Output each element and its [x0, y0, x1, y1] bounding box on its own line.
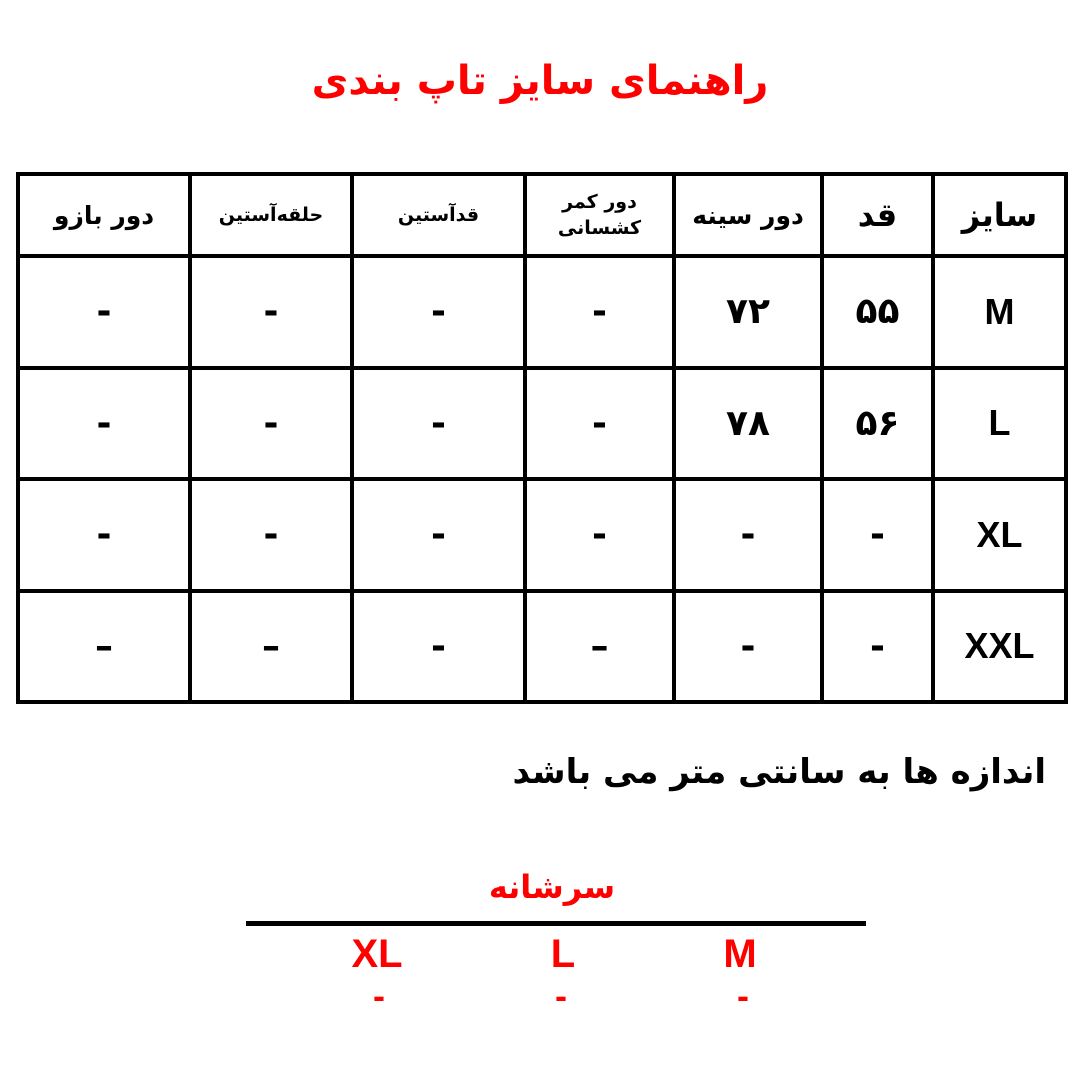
- header-size: سایز: [933, 174, 1066, 256]
- header-waist-line1: دور کمر: [562, 191, 637, 213]
- cell-armhole: -: [190, 368, 352, 480]
- header-arm: دور بازو: [18, 174, 190, 256]
- cell-height: -: [822, 591, 933, 703]
- header-chest: دور سینه: [674, 174, 822, 256]
- cell-armhole: -: [190, 479, 352, 591]
- cell-waist: –: [525, 591, 674, 703]
- cell-height: ۵۶: [822, 368, 933, 480]
- cell-chest: -: [674, 479, 822, 591]
- cell-arm: -: [18, 368, 190, 480]
- page-title: راهنمای سایز تاپ بندی: [311, 58, 769, 104]
- cell-arm: -: [18, 479, 190, 591]
- cell-size: XXL: [933, 591, 1066, 703]
- table-row: [18, 479, 1066, 591]
- size-chart-table: [16, 172, 1068, 704]
- cell-chest: ۷۸: [674, 368, 822, 480]
- shoulder-size-label: XL: [351, 932, 403, 976]
- table-row: [18, 256, 1066, 368]
- cell-armhole: -: [190, 256, 352, 368]
- shoulder-title: سرشانه: [488, 868, 616, 906]
- header-waist-line2: کشسانی: [557, 217, 642, 239]
- cell-chest: ۷۲: [674, 256, 822, 368]
- shoulder-size-value: -: [737, 975, 749, 1016]
- cell-size: M: [933, 256, 1066, 368]
- shoulder-divider: [246, 921, 866, 926]
- table-row: [18, 368, 1066, 480]
- header-armhole: حلقه‌آستین: [190, 174, 352, 256]
- shoulder-size-label: L: [550, 932, 576, 976]
- cell-size: L: [933, 368, 1066, 480]
- cell-size: XL: [933, 479, 1066, 591]
- cell-waist: -: [525, 256, 674, 368]
- cell-sleeve-length: -: [352, 368, 525, 480]
- units-note: اندازه ها به سانتی متر می باشد: [512, 752, 1046, 792]
- cell-arm: –: [18, 591, 190, 703]
- cell-height: ۵۵: [822, 256, 933, 368]
- shoulder-size-label: M: [723, 932, 757, 976]
- header-sleeve-length: قدآستین: [352, 174, 525, 256]
- header-height: قد: [822, 174, 933, 256]
- cell-chest: -: [674, 591, 822, 703]
- cell-sleeve-length: -: [352, 256, 525, 368]
- cell-waist: -: [525, 368, 674, 480]
- cell-waist: -: [525, 479, 674, 591]
- cell-height: -: [822, 479, 933, 591]
- table-row: [18, 591, 1066, 703]
- table-header-row: [18, 174, 1066, 256]
- shoulder-size-value: -: [373, 975, 385, 1016]
- cell-arm: -: [18, 256, 190, 368]
- cell-sleeve-length: -: [352, 591, 525, 703]
- cell-armhole: –: [190, 591, 352, 703]
- cell-sleeve-length: -: [352, 479, 525, 591]
- header-waist: [525, 174, 674, 256]
- shoulder-size-value: -: [555, 975, 567, 1016]
